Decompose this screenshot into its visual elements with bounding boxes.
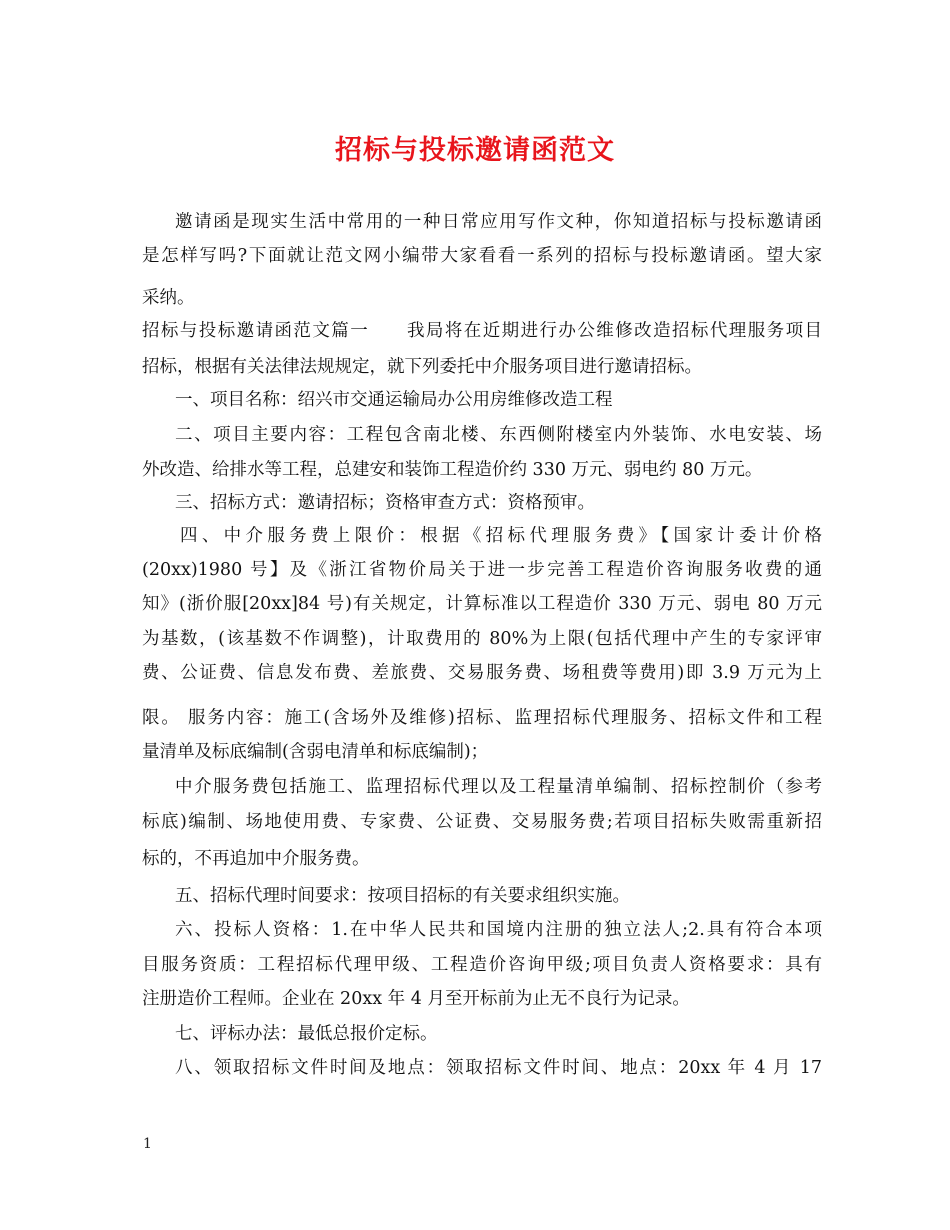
paragraph-line: 目服务资质：工程招标代理甲级、工程造价咨询甲级;项目负责人资格要求：具有 (142, 955, 822, 975)
paragraph-line: 费、公证费、信息发布费、差旅费、交易服务费、场租费等费用)即 3.9 万元为上 (142, 663, 822, 683)
paragraph-line: 采纳。 (142, 288, 195, 308)
page-number: 1 (143, 1136, 152, 1152)
paragraph-line: 标的，不再追加中介服务费。 (142, 849, 370, 869)
paragraph-line: 中介服务费包括施工、监理招标代理以及工程量清单编制、招标控制价（参考 (175, 777, 822, 797)
paragraph-line: 邀请函是现实生活中常用的一种日常应用写作文种，你知道招标与投标邀请函 (175, 212, 822, 232)
paragraph-line: 外改造、给排水等工程，总建安和装饰工程造价约 330 万元、弱电约 80 万元。 (142, 460, 763, 480)
paragraph-line: 知》(浙价服[20xx]84 号)有关规定，计算标准以工程造价 330 万元、弱电 80 万元 (142, 594, 822, 614)
paragraph-line: 五、招标代理时间要求：按项目招标的有关要求组织实施。 (175, 886, 630, 906)
paragraph-line: 六、投标人资格：1.在中华人民共和国境内注册的独立法人;2.具有符合本项 (175, 920, 822, 940)
paragraph-line: 招标与投标邀请函范文篇一 我局将在近期进行办公维修改造招标代理服务项目 (142, 321, 822, 341)
paragraph-line: 四、中介服务费上限价：根据《招标代理服务费》【国家计委计价格 (180, 526, 822, 546)
paragraph-line: (20xx)1980 号】及《浙江省物价局关于进一步完善工程造价咨询服务收费的通 (142, 560, 822, 580)
paragraph-line: 招标，根据有关法律法规规定，就下列委托中介服务项目进行邀请招标。 (142, 357, 702, 377)
paragraph-line: 二、项目主要内容：工程包含南北楼、东西侧附楼室内外装饰、水电安装、场 (175, 425, 822, 445)
paragraph-line: 限。 服务内容：施工(含场外及维修)招标、监理招标代理服务、招标文件和工程 (142, 708, 822, 728)
paragraph-line: 一、项目名称：绍兴市交通运输局办公用房维修改造工程 (175, 390, 613, 410)
paragraph-line: 注册造价工程师。企业在 20xx 年 4 月至开标前为止无不良行为记录。 (142, 989, 690, 1009)
paragraph-line: 为基数，(该基数不作调整)，计取费用的 80%为上限(包括代理中产生的专家评审 (142, 629, 822, 649)
paragraph-line: 八、领取招标文件时间及地点：领取招标文件时间、地点：20xx 年 4 月 17 (175, 1058, 822, 1078)
paragraph-line: 标底)编制、场地使用费、专家费、公证费、交易服务费;若项目招标失败需重新招 (142, 812, 822, 832)
document-title: 招标与投标邀请函范文 (335, 135, 615, 166)
paragraph-line: 是怎样写吗?下面就让范文网小编带大家看看一系列的招标与投标邀请函。望大家 (142, 246, 822, 266)
paragraph-line: 七、评标办法：最低总报价定标。 (175, 1024, 438, 1044)
paragraph-line: 量清单及标底编制(含弱电清单和标底编制)； (142, 742, 489, 762)
paragraph-line: 三、招标方式：邀请招标；资格审查方式：资格预审。 (175, 493, 595, 513)
